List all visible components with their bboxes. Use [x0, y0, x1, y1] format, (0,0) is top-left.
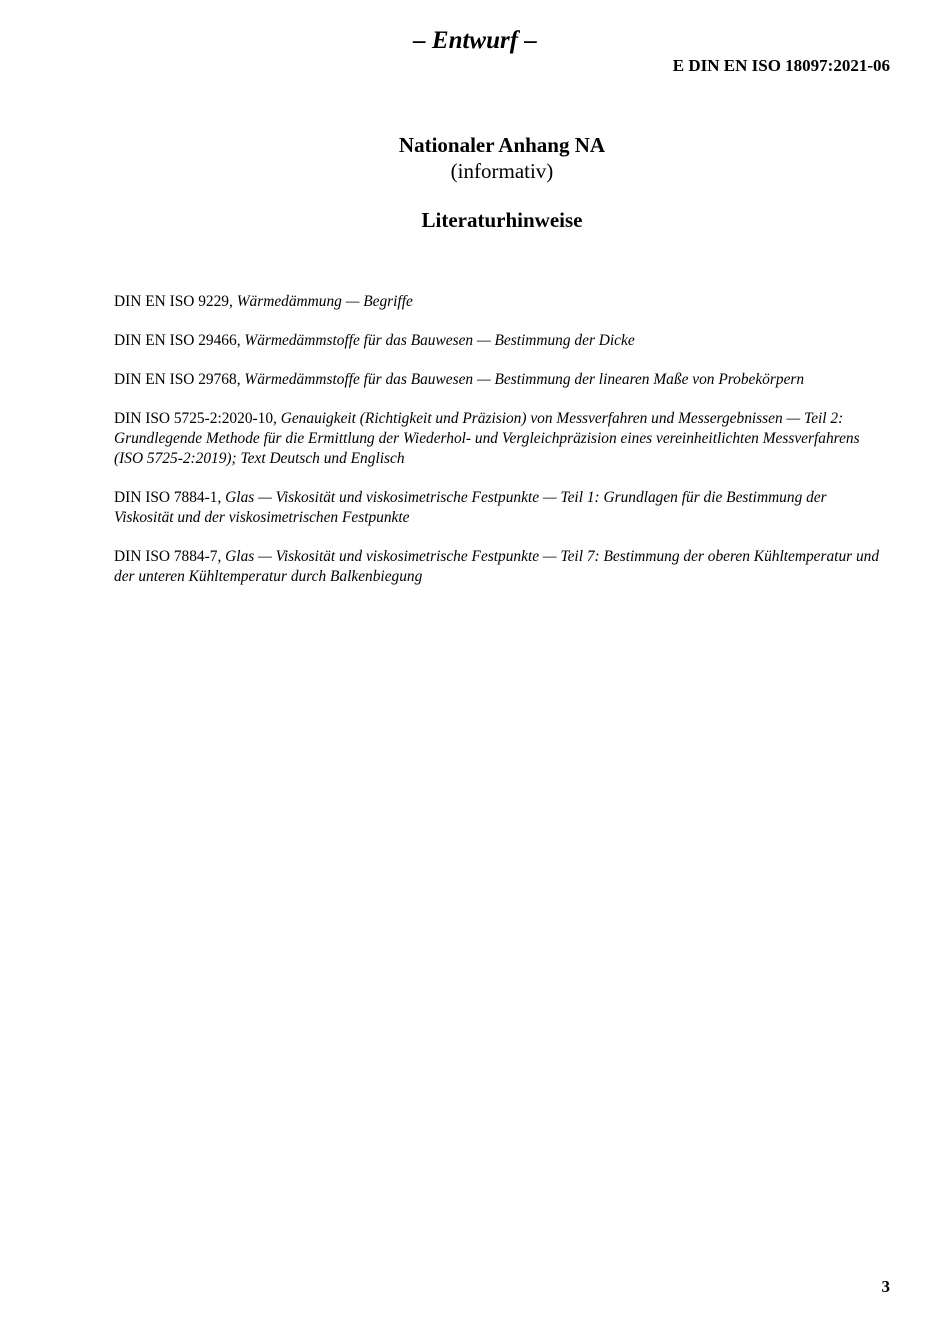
reference-title: Glas — Viskosität und viskosimetrische Festpunkte — Teil 7: Bestimmung der oberen Kühltemperatur und der unteren Kühltemperatur durch Balkenbiegung: [114, 548, 880, 585]
document-id: E DIN EN ISO 18097:2021-06: [672, 56, 890, 75]
reference-title: Genauigkeit (Richtigkeit und Präzision) von Messverfahren und Messergebnissen — Teil 2: Grundlegende Methode für die Ermittlung der Wiederhol- und Vergleichpräzision eines vereinheitlichten Messverfahrens (ISO 5725-2:2019); Text Deutsch und Englisch: [114, 410, 860, 467]
reference-item: [114, 488, 890, 528]
reference-title: Glas — Viskosität und viskosimetrische Festpunkte — Teil 1: Grundlagen für die Bestimmung der Viskosität und der viskosimetrischen Festpunkte: [114, 489, 827, 526]
reference-designation: DIN ISO 7884-7,: [114, 548, 222, 565]
page-number: 3: [881, 1277, 890, 1296]
reference-item: [114, 370, 890, 390]
reference-designation: DIN ISO 7884-1,: [114, 489, 222, 506]
reference-designation: DIN ISO 5725-2:2020-10,: [114, 410, 277, 427]
reference-item: [114, 331, 890, 351]
draft-mark: – Entwurf –: [413, 27, 537, 54]
annex-subtitle: (informativ): [450, 159, 554, 183]
reference-title: Wärmedämmung — Begriffe: [236, 293, 413, 310]
reference-designation: DIN EN ISO 29768,: [114, 371, 241, 388]
reference-item: [114, 409, 890, 469]
annex-title: Nationaler Anhang NA: [398, 133, 606, 157]
reference-item: [114, 292, 890, 312]
reference-list: [114, 292, 890, 606]
reference-title: Wärmedämmstoffe für das Bauwesen — Bestimmung der linearen Maße von Probekörpern: [244, 371, 805, 388]
reference-designation: DIN EN ISO 29466,: [114, 332, 241, 349]
reference-item: [114, 547, 890, 587]
reference-designation: DIN EN ISO 9229,: [114, 293, 233, 310]
reference-title: Wärmedämmstoffe für das Bauwesen — Bestimmung der Dicke: [244, 332, 635, 349]
section-title: Literaturhinweise: [421, 208, 583, 232]
